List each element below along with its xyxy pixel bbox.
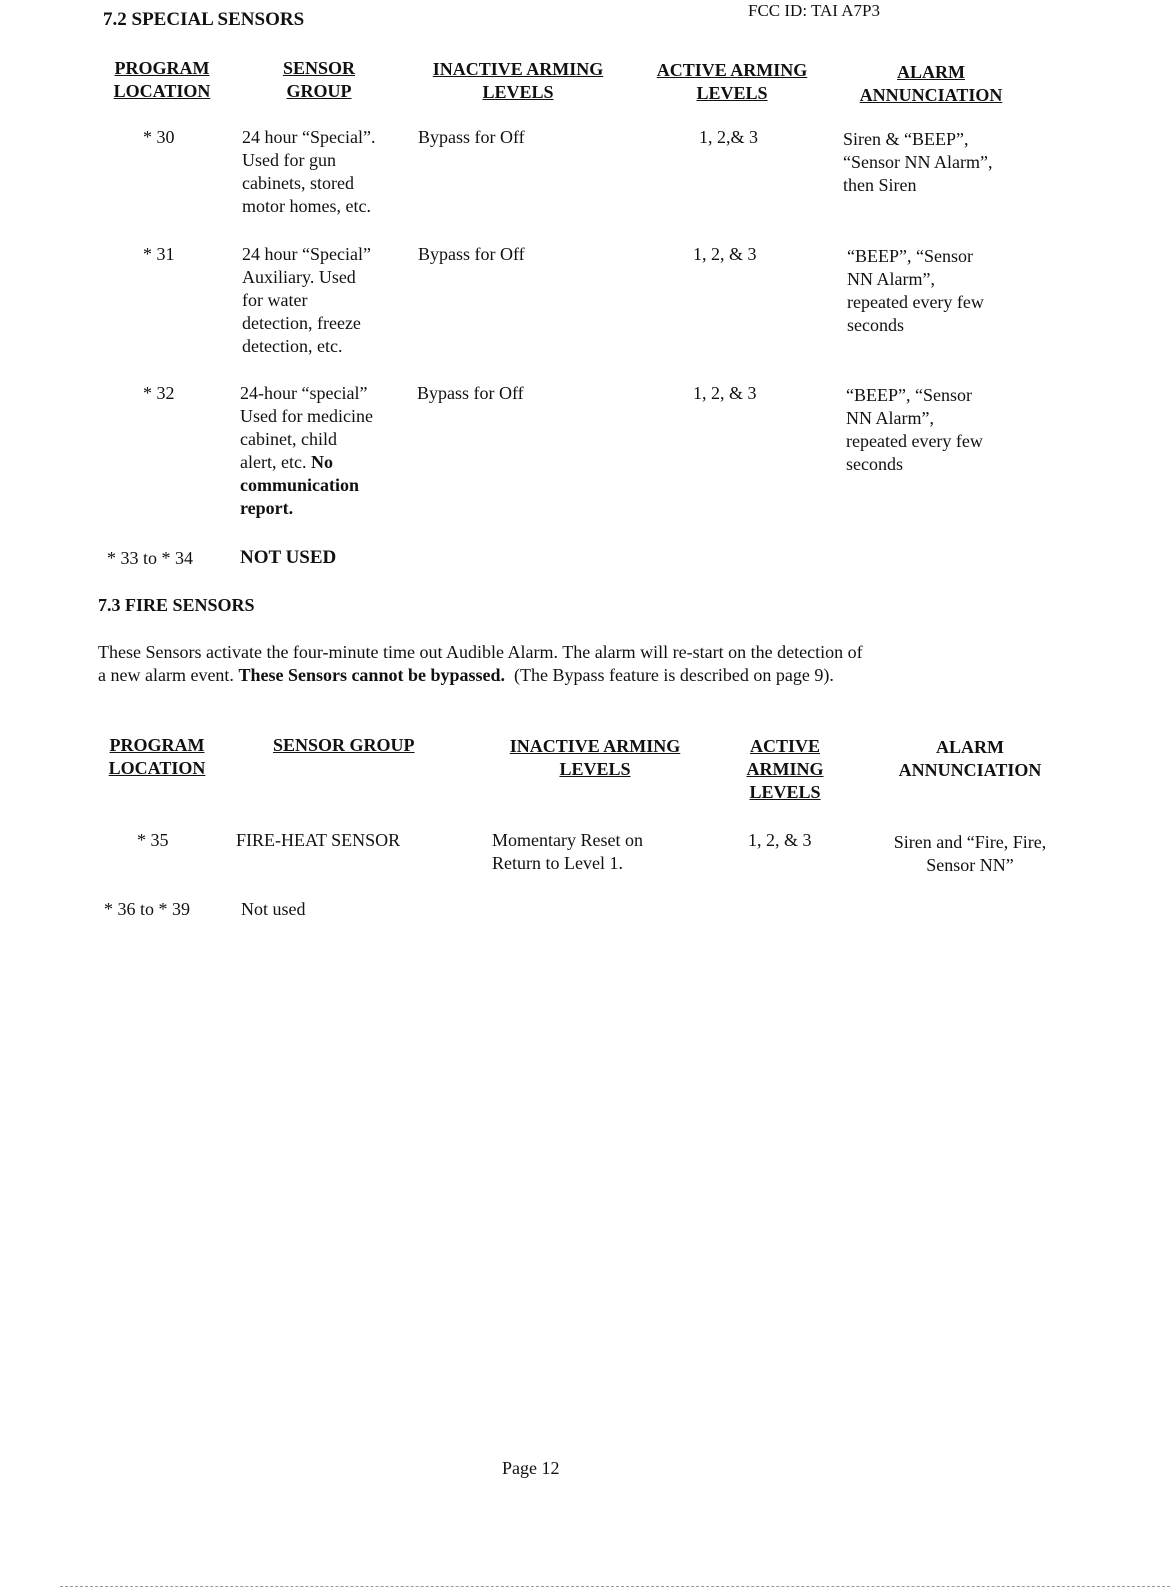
active-arming-levels: 1, 2, & 3 — [693, 244, 757, 264]
fire-sensors-title: 7.3 FIRE SENSORS — [98, 595, 255, 615]
alarm-annunciation: “BEEP”, “Sensor NN Alarm”, repeated every few seconds — [847, 246, 984, 335]
program-location: * 33 to * 34 — [107, 548, 194, 568]
header-program-location: PROGRAM LOCATION — [108, 735, 206, 778]
fire-sensors-description: These Sensors activate the four-minute time out Audible Alarm. The alarm will re-start on the detection of a new alarm event. These Sensors cannot be bypassed. (The Bypass feature is described on page 9). — [98, 642, 863, 685]
header-alarm-annunciation: ALARM ANNUNCIATION — [898, 737, 1042, 780]
header-alarm-annunciation: ALARM ANNUNCIATION — [859, 62, 1003, 105]
sensor-group: 24-hour “special” Used for medicine cabinet, child alert, etc. No communication report. — [240, 383, 373, 518]
program-location: * 32 — [143, 383, 175, 403]
inactive-arming-levels: Bypass for Off — [418, 244, 525, 264]
active-arming-levels: 1, 2, & 3 — [693, 383, 757, 403]
inactive-arming-levels: Bypass for Off — [417, 383, 524, 403]
alarm-annunciation: Siren & “BEEP”, “Sensor NN Alarm”, then Siren — [843, 129, 993, 195]
header-inactive-arming-levels: INACTIVE ARMING LEVELS — [509, 736, 681, 779]
active-arming-levels: 1, 2, & 3 — [748, 830, 812, 850]
header-active-arming-levels: ACTIVE ARMING LEVELS — [656, 60, 808, 103]
inactive-arming-levels: Bypass for Off — [418, 127, 525, 147]
header-inactive-arming-levels: INACTIVE ARMING LEVELS — [432, 59, 604, 102]
special-sensors-title: 7.2 SPECIAL SENSORS — [103, 9, 305, 30]
program-location: * 30 — [143, 127, 175, 147]
header-sensor-group: SENSOR GROUP — [282, 58, 356, 101]
inactive-arming-levels: Momentary Reset on Return to Level 1. — [492, 830, 643, 873]
header-active-arming-levels: ACTIVE ARMING LEVELS — [746, 736, 824, 802]
not-used-label: NOT USED — [240, 547, 337, 568]
active-arming-levels: 1, 2,& 3 — [699, 127, 759, 147]
page-bottom-divider — [60, 1586, 1170, 1587]
alarm-annunciation: Siren and “Fire, Fire, Sensor NN” — [893, 832, 1047, 875]
no-communication-note: No — [310, 452, 333, 472]
cannot-be-bypassed-note: These Sensors cannot be bypassed. — [238, 665, 505, 685]
sensor-group: FIRE-HEAT SENSOR — [236, 830, 401, 850]
header-program-location: PROGRAM LOCATION — [113, 58, 211, 101]
page-number: Page 12 — [502, 1458, 560, 1478]
not-used-label: Not used — [241, 899, 306, 919]
program-location: * 35 — [137, 830, 169, 850]
sensor-group: 24 hour “Special” Auxiliary. Used for water detection, freeze detection, etc. — [242, 244, 371, 356]
sensor-group: 24 hour “Special”. Used for gun cabinets, stored motor homes, etc. — [242, 127, 376, 216]
fcc-id: FCC ID: TAI A7P3 — [748, 1, 880, 20]
program-location: * 36 to * 39 — [104, 899, 191, 919]
header-sensor-group: SENSOR GROUP — [273, 735, 415, 755]
alarm-annunciation: “BEEP”, “Sensor NN Alarm”, repeated every few seconds — [846, 385, 983, 474]
program-location: * 31 — [143, 244, 175, 264]
